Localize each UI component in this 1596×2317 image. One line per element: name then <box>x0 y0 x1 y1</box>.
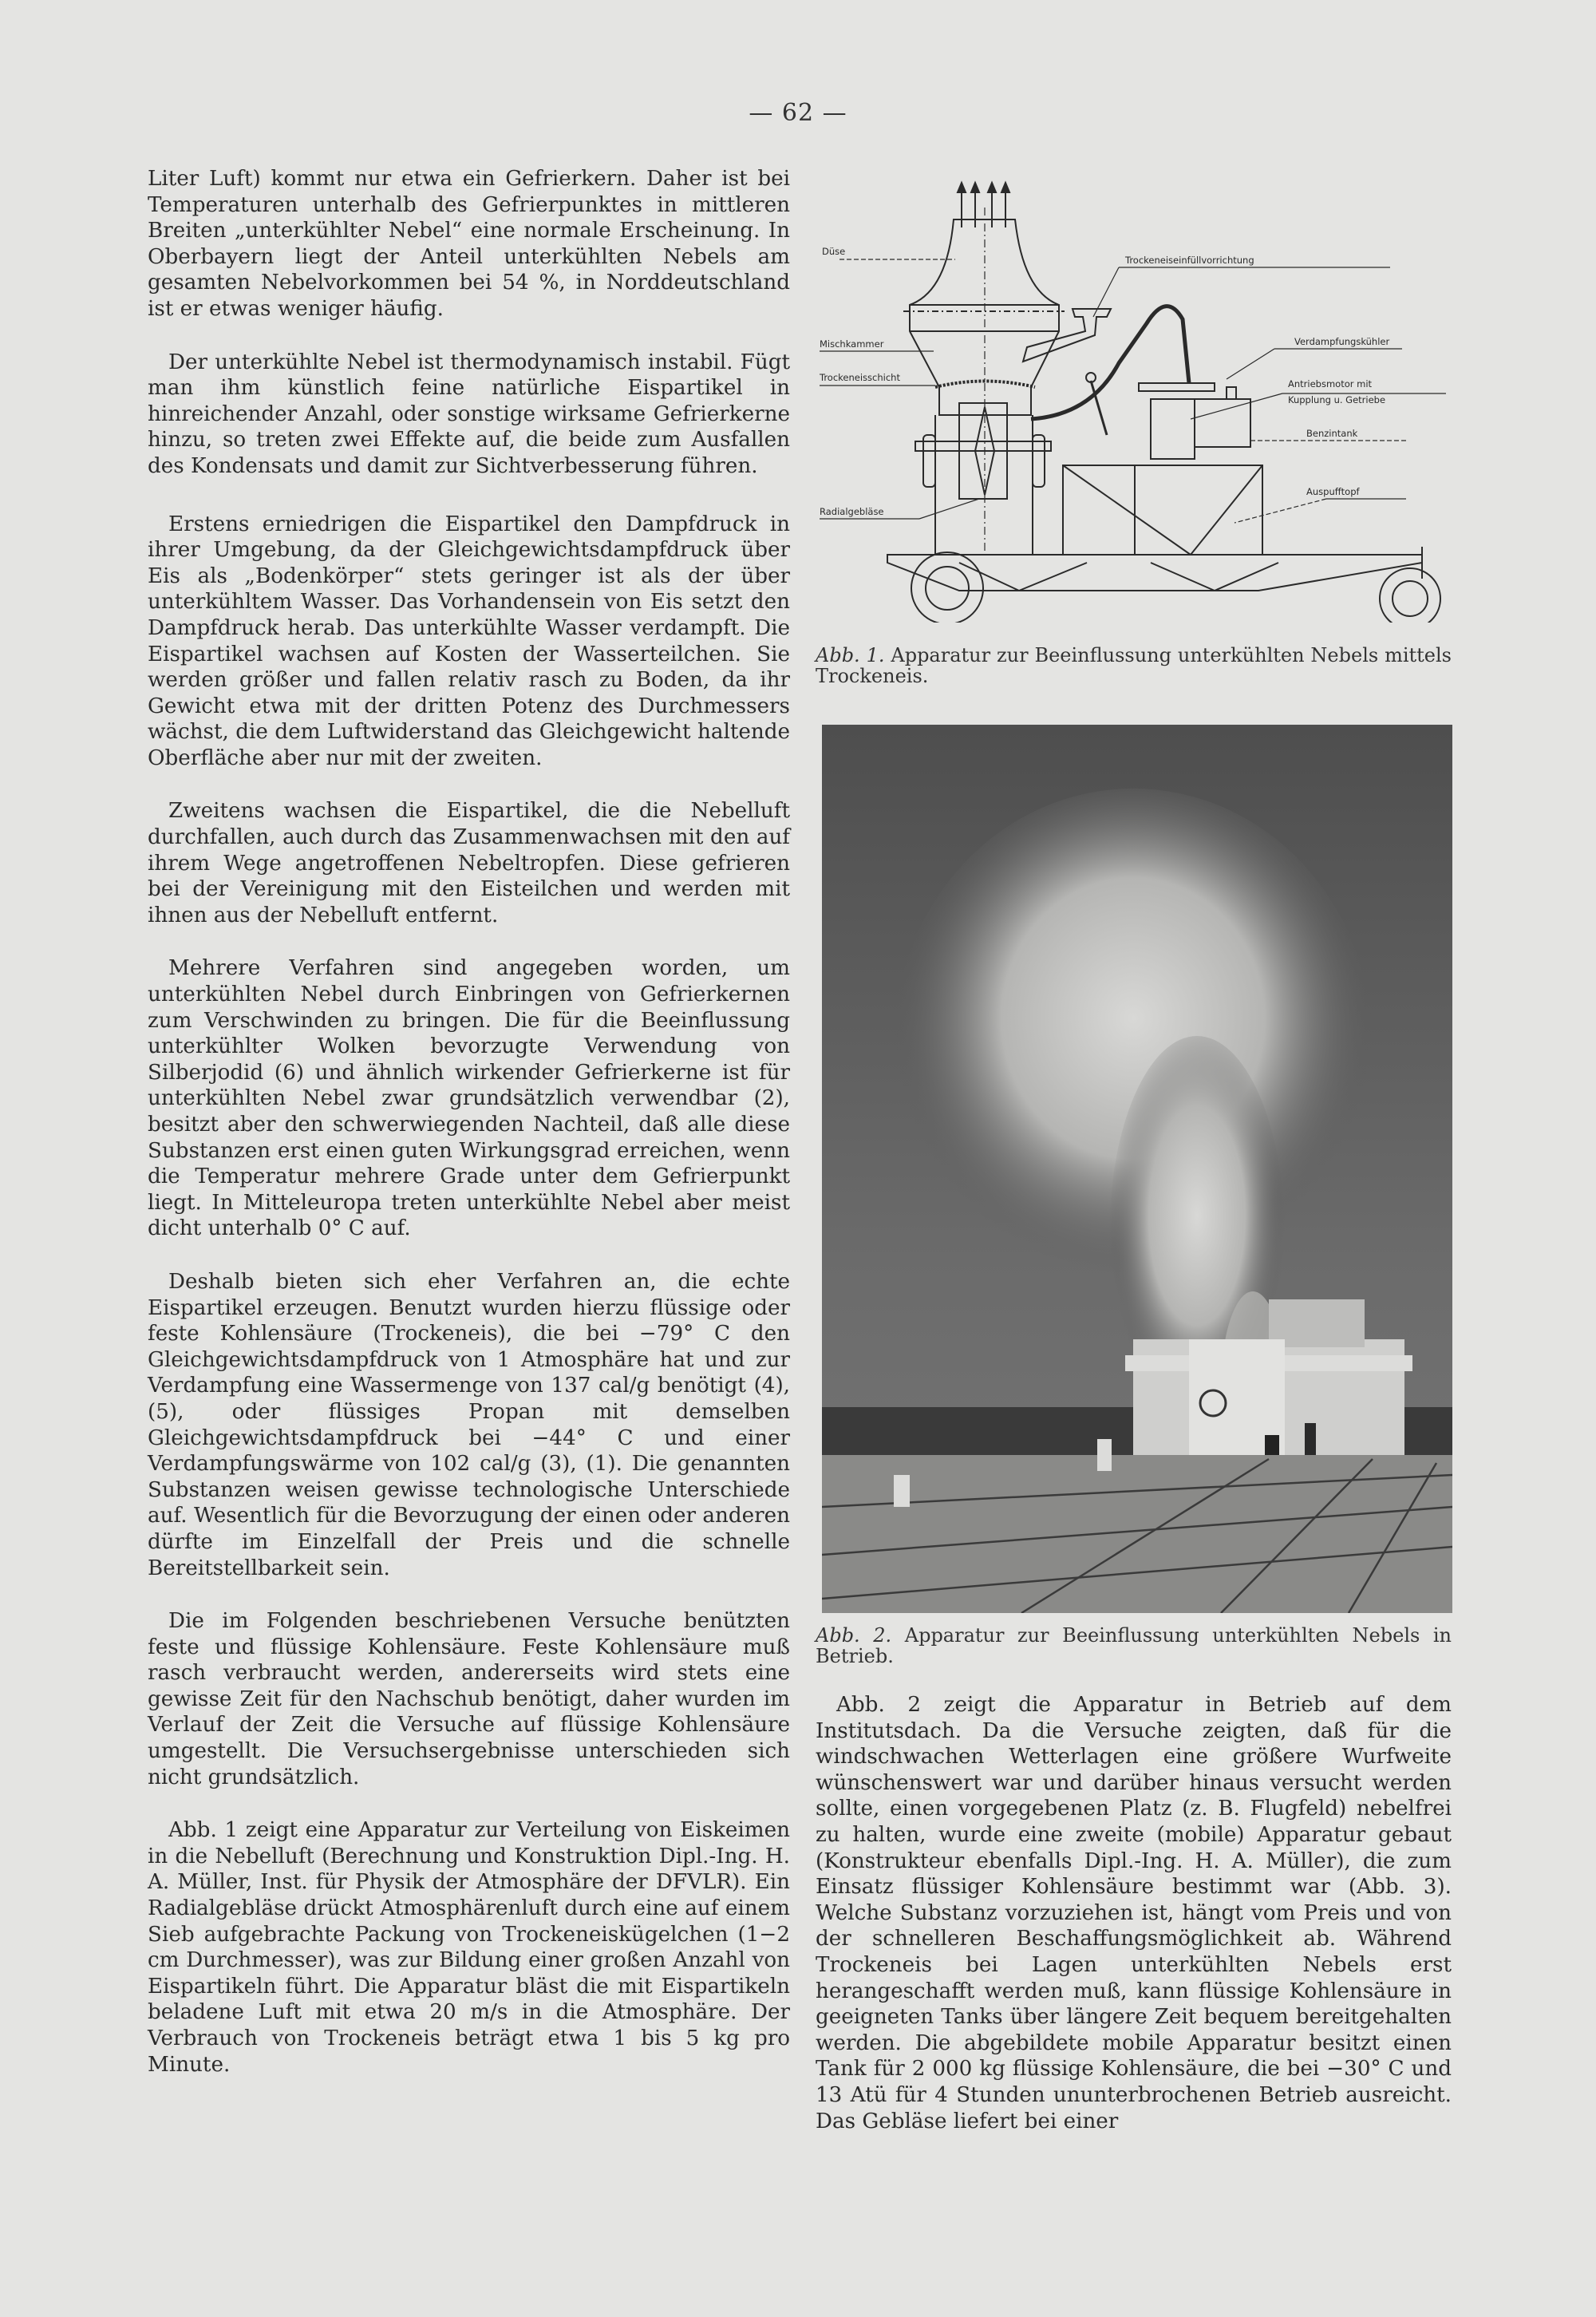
label-benzintank: Benzintank <box>1306 428 1358 439</box>
paragraph: Deshalb bieten sich eher Verfahren an, die echte Eispartikel erzeugen. Benutzt wurden hierzu flüssige oder feste Kohlensäure (Trockeneis), die bei −79° C den Gleichgewichtsdampfdruck von 1 Atmosphäre hat und zur Verdampfung eine Wassermenge von 137 cal/g benötigt (4), (5), oder flüssiges Propan mit demselben Gleichgewichtsdampfdruck bei −44° C und einer Verdampfungswärme von 102 cal/g (3), (1). Die genannten Substanzen weisen gewisse technologische Unterschiede auf. Wesentlich für die Bevorzugung der einen oder anderen dürfte im Einzelfall der Preis und die schnelle Bereitstellbarkeit sein. <box>148 1269 790 1580</box>
paragraph: Die im Folgenden beschriebenen Versuche benützten feste und flüssige Kohlensäure. Feste Kohlensäure muß rasch verbraucht werden, andererseits wird stets eine gewisse Zeit für den Nachschub benötigt, daher wurden im Verlauf der Zeit die Versuche auf flüssige Kohlensäure umgestellt. Die Versuchsergebnisse unterschieden sich nicht grundsätzlich. <box>148 1609 790 1789</box>
paragraph: Mehrere Verfahren sind angegeben worden, um unterkühlten Nebel durch Einbringen von Gefrierkernen zum Verschwinden zu bringen. Die für die Beeinflussung unterkühlter Wolken bevorzugte Verwendung von Silberjodid (6) und ähnlich wirkender Gefrierkerne ist für unterkühlten Nebel zwar grundsätzlich verwendbar (2), besitzt aber den schwerwiegenden Nachteil, daß alle diese Substanzen erst einen guten Wirkungsgrad erreichen, wenn die Temperatur mehrere Grade unter dem Gefrierpunkt liegt. In Mitteleuropa treten unterkühlte Nebel aber meist dicht unterhalb 0° C auf. <box>148 956 790 1241</box>
wheel-icon <box>911 552 983 623</box>
figure-2-photo <box>822 725 1452 1613</box>
paragraph: Abb. 1 zeigt eine Apparatur zur Verteilung von Eiskeimen in die Nebelluft (Berechnung und Konstruktion Dipl.-Ing. H. A. Müller, Inst. für Physik der Atmosphäre der DFVLR). Ein Radialgebläse drückt Atmosphärenluft durch eine auf einem Sieb aufgebrachte Packung von Trockeneiskügelchen (1−2 cm Durchmesser), was zur Bildung einer großen Anzahl von Eispartikeln führt. Die Apparatur bläst die mit Eispartikeln beladene Luft mit etwa 20 m/s in die Atmosphäre. Der Verbrauch von Trockeneis beträgt etwa 1 bis 5 kg pro Minute. <box>148 1818 790 2077</box>
paragraph: Der unterkühlte Nebel ist thermodynamisch instabil. Fügt man ihm künstlich feine natürliche Eispartikel in hinreichender Anzahl, oder sonstige wirksame Gefrierkerne hinzu, so treten zwei Effekte auf, die beide zum Ausfallen des Kondensats und damit zur Sichtverbesserung führen. <box>148 350 790 478</box>
figure-1-label: Abb. 1. <box>816 644 885 666</box>
label-radialgeblaese: Radialgebläse <box>820 506 884 517</box>
paragraph: Abb. 2 zeigt die Apparatur in Betrieb auf dem Institutsdach. Da die Versuche zeigten, daß für die windschwachen Wetterlagen eine größere Wurfweite wünschenswert war und darüber hinaus versucht werden sollte, einen vorgegebenen Platz (z. B. Flugfeld) nebelfrei zu halten, wurde eine zweite (mobile) Apparatur gebaut (Konstrukteur ebenfalls Dipl.-Ing. H. A. Müller), die zum Einsatz flüssiger Kohlensäure bestimmt war (Abb. 3). Welche Substanz vorzuziehen ist, hängt vom Preis und von der schnelleren Beschaffungsmöglichkeit ab. Während Trockeneis bei Lagen unterkühlten Nebels erst herangeschafft werden muß, kann flüssige Kohlensäure in geeigneten Tanks über längere Zeit bequem bereitgehalten werden. Die abgebildete mobile Apparatur besitzt einen Tank für 2 000 kg flüssige Kohlensäure, die bei −30° C und 13 Atü für 4 Stunden ununterbrochenen Betrieb ausreicht. Das Gebläse liefert bei einer <box>816 1693 1452 2133</box>
figure-2-caption-text: Apparatur zur Beeinflussung unterkühlten Nebels in Betrieb. <box>816 1624 1452 1667</box>
paragraph: Zweitens wachsen die Eispartikel, die die Nebelluft durchfallen, auch durch das Zusammenwachsen mit den auf ihrem Wege angetroffenen Nebeltropfen. Diese gefrieren bei der Vereinigung mit den Eisteilchen und werden mit ihnen aus der Nebelluft entfernt. <box>148 799 790 927</box>
paragraph: Liter Luft) kommt nur etwa ein Gefrierkern. Daher ist bei Temperaturen unterhalb des Gefrierpunktes in mittleren Breiten „unterkühlter Nebel“ eine normale Erscheinung. In Oberbayern liegt der Anteil unterkühlten Nebels am gesamten Nebelvorkommen bei 54 %, in Norddeutschland ist er etwas weniger häufig. <box>148 167 790 321</box>
label-verdampfungskuehler: Verdampfungskühler <box>1294 336 1390 347</box>
roof-floor <box>822 1455 1452 1613</box>
label-antriebsmotor: Antriebsmotor mit <box>1288 378 1373 389</box>
label-trockeneisschicht: Trockeneisschicht <box>820 372 900 383</box>
label-duese: Düse <box>822 246 846 257</box>
figure-1-diagram <box>816 172 1454 623</box>
figure-1-caption <box>816 645 1452 686</box>
figure-2-label: Abb. 2. <box>816 1624 892 1647</box>
right-column <box>816 1692 1452 2134</box>
label-mischkammer: Mischkammer <box>820 338 884 350</box>
wheel-icon <box>1380 568 1440 623</box>
figure-2-caption <box>816 1625 1452 1667</box>
paragraph: Erstens erniedrigen die Eispartikel den Dampfdruck in ihrer Umgebung, da der Gleichgewichtsdampfdruck über Eis als „Bodenkörper“ stets geringer ist als der über unterkühltem Wasser. Das Vorhandensein von Eis setzt den Dampfdruck herab. Das unterkühlte Wasser verdampft. Die Eispartikel wachsen auf Kosten der Wasserteilchen. Sie werden größer und fallen relativ rasch zu Boden, da ihr Gewicht etwa mit der dritten Potenz des Durchmessers wächst, die dem Luftwiderstand das Gleichgewicht haltende Oberfläche aber nur mit der zweiten. <box>148 512 790 770</box>
page-number: — 62 — <box>749 99 847 127</box>
label-auspufftopf: Auspufftopf <box>1306 486 1360 497</box>
label-kupplung: Kupplung u. Getriebe <box>1288 394 1386 405</box>
airflow-arrows-icon <box>958 183 1009 227</box>
left-column <box>148 166 790 2078</box>
figure-1-caption-text: Apparatur zur Beeinflussung unterkühlten Nebels mittels Trockeneis. <box>816 644 1452 687</box>
label-einfuellvorrichtung: Trockeneiseinfüllvorrichtung <box>1125 255 1254 266</box>
